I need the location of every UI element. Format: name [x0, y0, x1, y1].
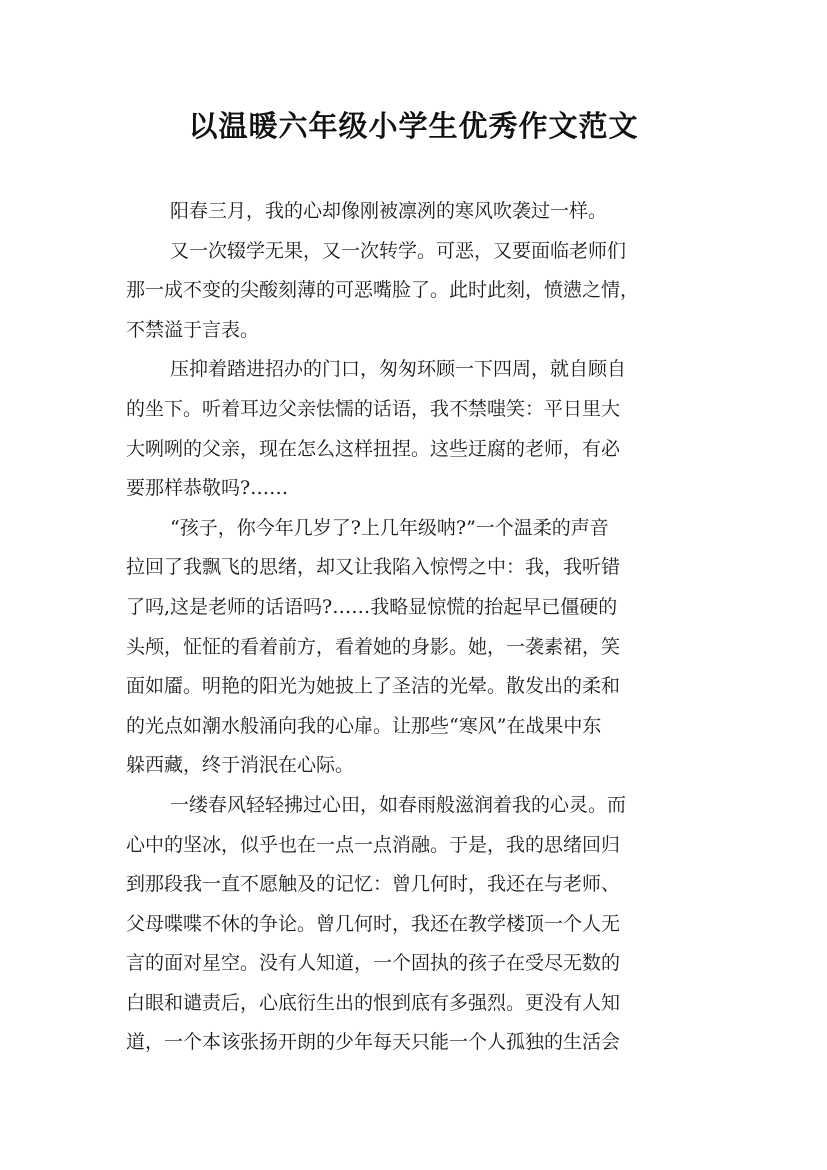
text-line: 阳春三月，我的心却像刚被凛冽的寒风吹袭过一样。: [170, 200, 608, 222]
text-line: 道，一个本该张扬开朗的少年每天只能一个人孤独的生活会: [126, 1031, 621, 1054]
text-line: 头颅，怔怔的看着前方，看着她的身影。她，一袭素裙，笑: [126, 635, 621, 658]
text-line: 又一次辍学无果，又一次转学。可恶，又要面临老师们: [170, 239, 627, 262]
text-line: 心中的坚冰，似乎也在一点一点消融。于是，我的思绪回归: [126, 833, 621, 856]
text-line: 的坐下。听着耳边父亲怯懦的话语，我不禁嗤笑：平日里大: [126, 397, 621, 420]
text-line: 白眼和谴责后，心底衍生出的恨到底有多强烈。更没有人知: [126, 991, 621, 1014]
text-line: 了吗,这是老师的话语吗?……我略显惊慌的抬起早已僵硬的: [126, 595, 618, 618]
text-line: 不禁溢于言表。: [126, 318, 260, 341]
text-line: 一缕春风轻轻拂过心田，如春雨般滋润着我的心灵。而: [170, 793, 627, 816]
text-line: 父母喋喋不休的争论。曾几何时，我还在教学楼顶一个人无: [126, 912, 621, 935]
text-line: 到那段我一直不愿触及的记忆：曾几何时，我还在与老师、: [126, 873, 621, 896]
text-line: 躲西藏，终于消泯在心际。: [126, 754, 355, 777]
text-line: 大咧咧的父亲，现在怎么这样扭捏。这些迂腐的老师，有必: [126, 437, 621, 460]
text-line: 的光点如潮水般涌向我的心扉。让那些“寒风”在战果中东: [126, 714, 602, 737]
text-line: 言的面对星空。没有人知道，一个固执的孩子在受尽无数的: [126, 952, 621, 975]
document-title: 以温暖六年级小学生优秀作文范文: [188, 109, 639, 143]
text-line: “孩子，你今年几岁了?上几年级呐?”一个温柔的声音: [170, 516, 609, 539]
text-line: 要那样恭敬吗?……: [126, 477, 289, 500]
text-line: 那一成不变的尖酸刻薄的可恶嘴脸了。此时此刻，愤懑之情，: [126, 279, 640, 302]
text-line: 面如靥。明艳的阳光为她披上了圣洁的光晕。散发出的柔和: [126, 675, 621, 698]
document-body: [126, 192, 706, 1063]
text-line: 拉回了我飘飞的思绪，却又让我陷入惊愕之中：我，我听错: [126, 556, 621, 579]
text-line: 压抑着踏进招办的门口，匆匆环顾一下四周，就自顾自: [170, 358, 627, 381]
